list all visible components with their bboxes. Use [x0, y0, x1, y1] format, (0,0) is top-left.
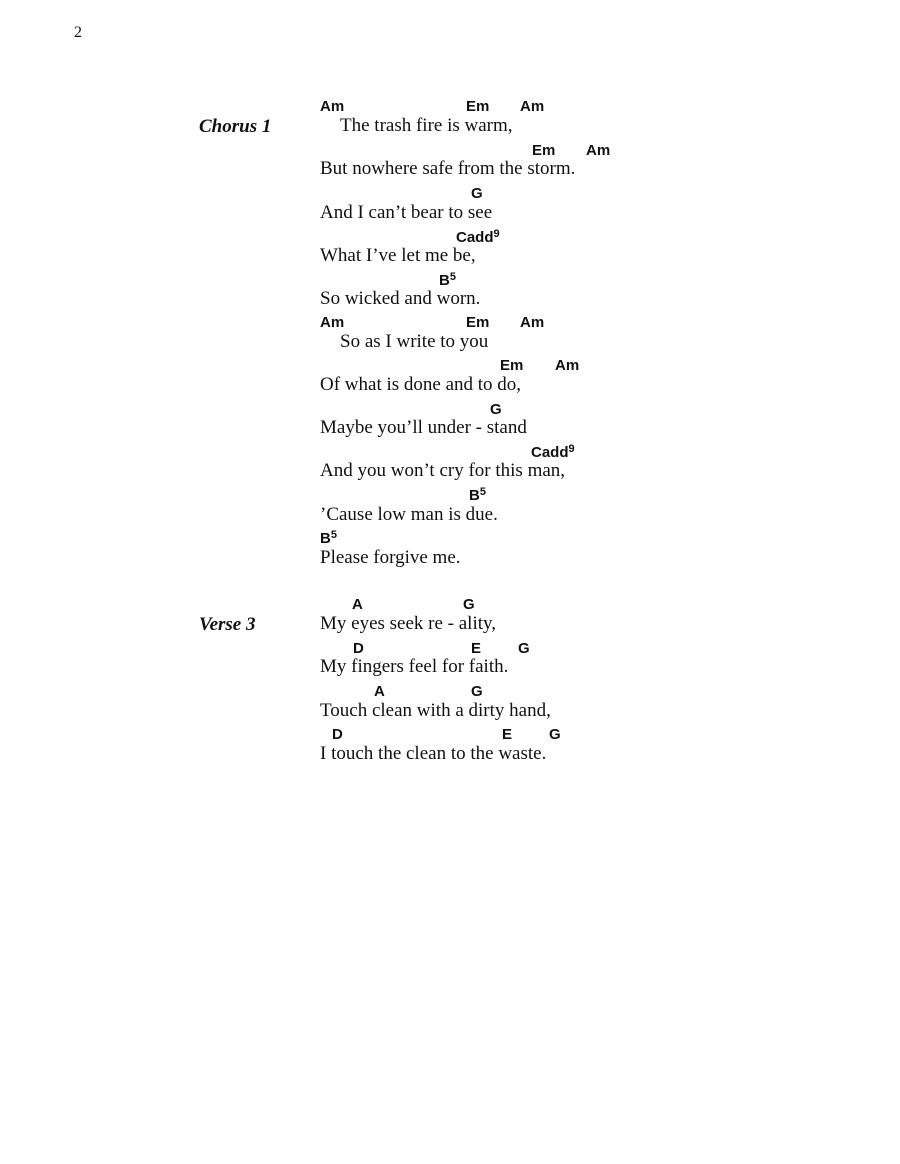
chord: Am [586, 142, 611, 159]
chord: Am [320, 314, 345, 331]
lyric-line: I touch the clean to the waste. [320, 743, 547, 764]
chord: Em [532, 142, 556, 159]
lyric-line: Maybe you’ll under - stand [320, 417, 527, 438]
lyric-line: Of what is done and to do, [320, 374, 522, 395]
chord: D [353, 640, 364, 657]
lyric-line: What I’ve let me be, [320, 245, 476, 266]
chord: Am [520, 98, 545, 115]
chord: E [471, 640, 482, 657]
lyric-line: Touch clean with a dirty hand, [320, 700, 551, 721]
lyric-line: ’Cause low man is due. [320, 504, 498, 525]
lyric-line: My eyes seek re - ality, [320, 613, 497, 634]
chord: $B^5$ [320, 529, 337, 547]
chord: A [374, 683, 385, 700]
lyric-line: Please forgive me. [320, 547, 461, 568]
chord: $B^5$ [439, 271, 456, 289]
chord: G [490, 401, 502, 418]
chord: G [549, 726, 561, 743]
chord: G [463, 596, 475, 613]
chord: A [352, 596, 363, 613]
lyric-line: And I can’t bear to see [320, 202, 493, 223]
chord: Am [520, 314, 545, 331]
lyric-line: But nowhere safe from the storm. [320, 158, 576, 179]
chord: $B^5$ [469, 486, 486, 504]
lyric-line: My fingers feel for faith. [320, 656, 509, 677]
lyric-line: So wicked and worn. [320, 288, 481, 309]
chord: Em [466, 98, 490, 115]
chord: G [518, 640, 530, 657]
page-number: 2 [74, 24, 82, 41]
chord: Am [320, 98, 345, 115]
section-label-verse-3: Verse 3 [199, 614, 256, 635]
chord: D [332, 726, 343, 743]
chord: Am [555, 357, 580, 374]
section-label-chorus-1: Chorus 1 [199, 116, 272, 137]
chord: Em [466, 314, 490, 331]
lyric-line: And you won’t cry for this man, [320, 460, 566, 481]
chord: Cadd$^9$ [531, 443, 575, 461]
chord: Cadd$^9$ [456, 228, 500, 246]
chord: E [502, 726, 513, 743]
lyric-line: The trash fire is warm, [340, 115, 513, 136]
chord: G [471, 683, 483, 700]
chord: Em [500, 357, 524, 374]
chord: G [471, 185, 483, 202]
lyric-line: So as I write to you [340, 331, 489, 352]
